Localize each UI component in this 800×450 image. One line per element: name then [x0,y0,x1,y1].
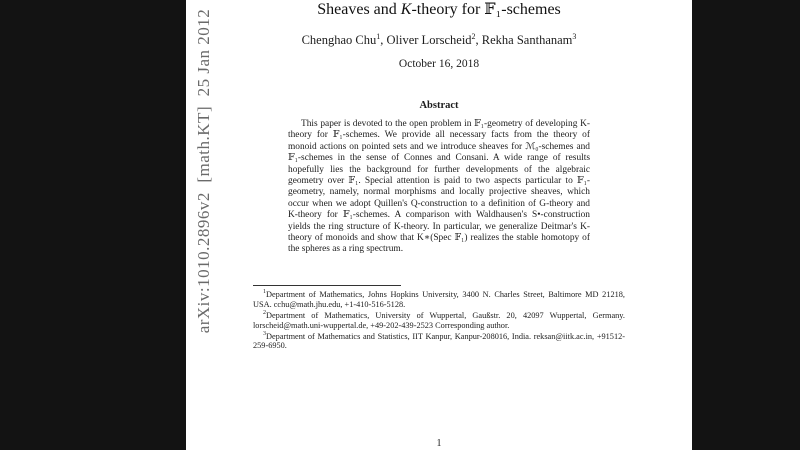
footnote-1-text: Department of Mathematics, Johns Hopkins University, 3400 N. Charles Street, Baltimore MD 21218, USA. cchu@math.jhu.edu, +1-410-516-5128. [253,289,625,309]
author-3-affmark: 3 [572,31,577,41]
author-2-sep: , [475,33,482,47]
title-math-k: K [400,1,412,18]
page-number: 1 [436,438,442,449]
title-post: -theory for 𝔽₁-schemes [411,1,561,18]
paper-title [186,0,692,19]
author-2-affmark: 2 [471,31,476,41]
footnote-2 [253,311,625,331]
author-1-sep: , [380,33,387,47]
footnote-3-text: Department of Mathematics and Statistics, IIT Kanpur, Kanpur-208016, India. reksan@iitk.ac.in, +91512-259-6950. [253,331,625,351]
footnote-3-marker: 3 [263,330,266,337]
paper-page [186,0,692,450]
author-3-name: Rekha Santhanam [481,33,573,47]
footnote-1-marker: 1 [263,289,266,296]
footnote-2-marker: 2 [263,309,266,316]
author-1-name: Chenghao Chu [301,33,377,47]
abstract-text: This paper is devoted to the open problem in 𝔽₁-geometry of developing K-theory for 𝔽₁-schemes. We provide all necessary facts from the theory of monoid actions on pointed sets and we introduce sheaves for ℳ₀-schemes and 𝔽₁-schemes in the sense of Connes and Consani. A wide range of results hopefully lies the background for further developments of the algebraic geometry over 𝔽₁. Special attention is paid to two aspects particular to 𝔽₁-geometry, namely, normal morphisms and locally projective sheaves, which occur when we adopt Quillen's Q-construction to a definition of G-theory and K-theory for 𝔽₁-schemes. A comparison with Waldhausen's S•-construction yields the ring structure of K-theory. In particular, we generalize Deitmar's K-theory of monoids and show that K∗(Spec 𝔽₁) realizes the stable homotopy of the spheres as a ring spectrum. [288,119,590,255]
footnote-rule [253,285,401,286]
footnote-1 [253,290,625,310]
footnote-2-text: Department of Mathematics, University of Wuppertal, Gaußstr. 20, 42097 Wuppertal, Germany. lorscheid@math.uni-wuppertal.de, +49-202-439-2523 Corresponding author. [253,310,625,330]
author-3 [482,33,577,47]
date-line: October 16, 2018 [398,58,480,70]
author-2 [387,33,482,47]
footnote-3 [253,332,625,352]
author-1 [302,33,387,47]
abstract-heading: Abstract [419,100,459,111]
arxiv-stamp: arXiv:1010.2896v2 [math.KT] 25 Jan 2012 [194,8,213,334]
title-pre: Sheaves and [317,1,401,18]
authors-line [186,33,692,47]
author-1-affmark: 1 [376,31,381,41]
footnotes [253,290,625,351]
author-2-name: Oliver Lorscheid [386,33,472,47]
